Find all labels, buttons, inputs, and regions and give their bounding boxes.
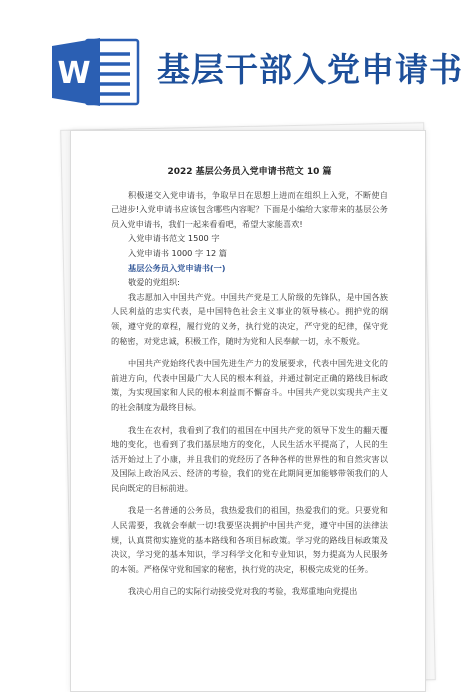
body-paragraph: 中国共产党始终代表中国先进生产力的发展要求，代表中国先进文化的前进方向，代表中国最广大人民的根本利益，并通过制定正确的路线目标政策，为实现国家和人民的根本利益而不懈奋斗。中国共产党以实现共产主义的社会制度为最终目标。 <box>111 358 388 412</box>
body-paragraph: 我生在农村，我看到了我们的祖国在中国共产党的领导下发生的翻天覆地的变化，也看到了我们基层地方的变化，人民生活水平提高了，人民的生活开始过上了小康，并且我们的党经历了各种各样的世界性的和自然灾害以及国际上政治风云、经济的考验，我们的党在此期间更加能够带领我们的人民向既定的目标前进。 <box>111 424 388 493</box>
document-title: 2022 基层公务员入党申请书范文 10 篇 <box>167 167 332 177</box>
document-page <box>70 130 426 692</box>
salutation: 敬爱的党组织: <box>128 277 180 288</box>
body-paragraph: 我决心用自己的实际行动接受党对我的考验，我郑重地向党提出 <box>128 586 358 597</box>
intro-paragraph: 积极递交入党申请书，争取早日在思想上进而在组织上入党，不断使自己进步!入党申请书应该包含哪些内容呢？下面是小编给大家带来的基层公务员入党申请书，我们一起来看看吧，希望大家能喜欢! <box>111 189 388 229</box>
word-document-icon <box>50 36 140 108</box>
toc-item: 入党申请书范文 1500 字 <box>128 233 220 244</box>
body-paragraph: 我是一名普通的公务员，我热爱我们的祖国，热爱我们的党。只要党和人民需要，我就会奉献一切!我要坚决拥护中国共产党，遵守中国的法律法规，认真贯彻实施党的基本路线和各项目标政策。学习党的路线目标政策及决议，学习党的基本知识，学习科学文化和专业知识，努力提高为人民服务的本领。严格保守党和国家的秘密，执行党的决定，积极完成党的任务。 <box>111 505 388 574</box>
section-title: 基层公务员入党申请书(一) <box>128 262 226 273</box>
body-paragraph: 我志愿加入中国共产党。中国共产党是工人阶级的先锋队，是中国各族人民利益的忠实代表，是中国特色社会主义事业的领导核心。拥护党的纲领，遵守党的章程，履行党的义务，执行党的决定，严守党的纪律，保守党的秘密，对党忠诚，积极工作，随时为党和人民奉献一切，永不叛党。 <box>111 291 388 346</box>
banner-title: 基层干部入党申请书 <box>157 50 463 89</box>
word-letter: W <box>57 56 91 91</box>
document-content <box>111 165 388 599</box>
toc-item: 入党申请书 1000 字 12 篇 <box>128 247 227 258</box>
banner <box>0 0 474 125</box>
